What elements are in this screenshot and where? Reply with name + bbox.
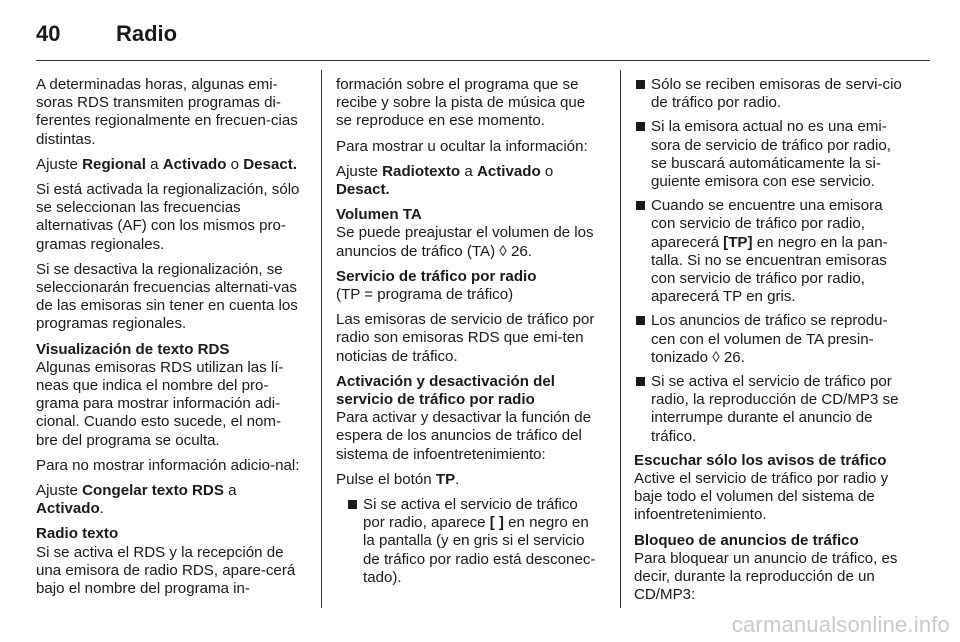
paragraph: (TP = programa de tráfico): [336, 286, 514, 304]
bullet-icon: [636, 201, 645, 210]
subheading: Escuchar sólo los avisos de tráfico: [634, 451, 887, 469]
paragraph: A determinadas horas, algunas emi-soras RDS transmiten programas di-ferentes regionalmente en frecuen-cias distintas.: [36, 76, 298, 148]
bullet-icon: [636, 316, 645, 325]
list-item: Si se activa el servicio de tráfico por radio, aparece [ ] en negro en la pantalla (y en gris si el servicio de tráfico por radio está desconec-tado).: [346, 496, 602, 587]
column-divider-1: [321, 70, 322, 608]
setting-instruction: Ajuste Congelar texto RDS a Activado.: [36, 482, 237, 518]
tp-button-label: TP: [435, 470, 456, 488]
section-radio-texto: [36, 525, 302, 598]
page-number: 40: [36, 21, 61, 46]
section-servicio-trafico: [336, 268, 602, 304]
list-item: Sólo se reciben emisoras de servi-cio de tráfico por radio.: [634, 76, 904, 112]
page-header: [36, 16, 177, 52]
list-item: Los anuncios de tráfico se reprodu-cen con el volumen de TA presin-tonizado ◊ 26.: [634, 312, 904, 367]
subheading: Servicio de tráfico por radio: [336, 267, 537, 285]
paragraph: Para no mostrar información adicio-nal:: [36, 456, 300, 474]
section-bloqueo: [634, 532, 904, 605]
subheading: servicio de tráfico por radio: [336, 391, 535, 409]
paragraph: Active el servicio de tráfico por radio y baje todo el volumen del sistema de infoentretenimiento.: [634, 470, 889, 524]
list-item: Si la emisora actual no es una emi-sora de servicio de tráfico por radio, se buscará automáticamente la si-guiente emisora con ese servicio.: [634, 118, 904, 191]
paragraph: Las emisoras de servicio de tráfico por radio son emisoras RDS que emi-ten noticias de tráfico.: [336, 311, 595, 365]
section-rds-text: [36, 341, 302, 450]
section-title: Radio: [116, 21, 178, 46]
paragraph: Se puede preajustar el volumen de los anuncios de tráfico (TA) ◊ 26.: [336, 224, 594, 260]
paragraph: Para mostrar u ocultar la información:: [336, 137, 588, 155]
section-volumen-ta: [336, 206, 602, 261]
setting-radiotexto: Radiotexto: [382, 162, 461, 180]
column-divider-2: [620, 70, 621, 608]
subheading: Visualización de texto RDS: [36, 340, 230, 358]
watermark: carmanualsonline.info: [731, 612, 950, 637]
paragraph: Si se desactiva la regionalización, se seleccionarán frecuencias alternati-vas de las emisoras sin tener en cuenta los programas regionales.: [36, 260, 298, 333]
subheading: Volumen TA: [336, 206, 422, 224]
bullet-icon: [636, 122, 645, 131]
column-2: [336, 76, 602, 593]
setting-activado: Activado: [476, 162, 541, 180]
column-1: [36, 76, 302, 605]
setting-congelar: Congelar texto RDS: [82, 482, 224, 500]
paragraph: Para bloquear un anuncio de tráfico, es decir, durante la reproducción de un CD/MP3:: [634, 549, 898, 604]
column-3: [634, 76, 904, 611]
list-item: Cuando se encuentre una emisora con servicio de tráfico por radio, aparecerá [TP] en negro en la pan-talla. Si no se encuentran emisoras con servicio de tráfico por radio, aparecerá TP en gris.: [634, 197, 904, 306]
header-rule: [36, 60, 930, 61]
paragraph: Si se activa el RDS y la recepción de una emisora de radio RDS, apare-cerá bajo el nombre del programa in-: [36, 543, 296, 598]
bullet-icon: [348, 500, 357, 509]
paragraph: Si está activada la regionalización, sólo se seleccionan las frecuencias alternativas (AF) con los mismos pro-gramas regionales.: [36, 181, 300, 253]
setting-activado: Activado: [36, 500, 100, 518]
bullet-icon: [636, 377, 645, 386]
instruction: Pulse el botón TP.: [336, 470, 460, 488]
paragraph: Algunas emisoras RDS utilizan las lí-neas que indica el nombre del pro-grama para mostrar información adi-cional. Cuando esto sucede, el nom-bre del programa se oculta.: [36, 358, 284, 449]
section-activacion: [336, 373, 602, 464]
subheading: Activación y desactivación del: [336, 372, 555, 390]
bullet-icon: [636, 80, 645, 89]
setting-desact: Desact.: [336, 181, 390, 199]
paragraph: formación sobre el programa que se recibe y sobre la pista de música que se reproduce en ese momento.: [336, 76, 586, 130]
setting-instruction: Ajuste Radiotexto a Activado o Desact.: [336, 162, 554, 199]
setting-regional: Regional: [82, 155, 146, 173]
paragraph: Para activar y desactivar la función de espera de los anuncios de tráfico del sistema de infoentretenimiento:: [336, 409, 592, 463]
setting-activado: Activado: [162, 155, 227, 173]
setting-instruction: Ajuste Regional a Activado o Desact.: [36, 155, 297, 173]
list-item: Si se activa el servicio de tráfico por radio, la reproducción de CD/MP3 se interrumpe durante el anuncio de tráfico.: [634, 373, 904, 446]
setting-desact: Desact.: [243, 155, 297, 173]
subheading: Radio texto: [36, 525, 119, 543]
subheading: Bloqueo de anuncios de tráfico: [634, 531, 859, 549]
section-solo-avisos: [634, 452, 904, 525]
